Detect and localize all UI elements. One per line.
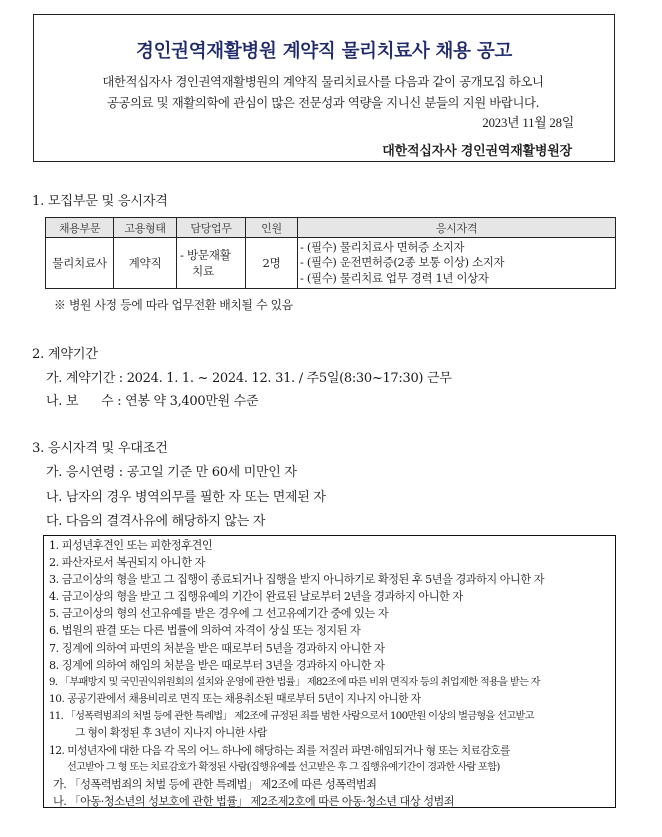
list-item: 10. 공공기관에서 채용비리로 면직 또는 채용취소된 때로부터 5년이 지나지 아니한 자 xyxy=(49,692,421,705)
list-item-continuation: 선고받아 그 형 또는 치료감호가 확정된 사람(집행유예를 선고받은 후 그 집행유예기간이 경과한 사람 포함) xyxy=(67,762,500,774)
issuer-name: 대한적십자사 경인권역재활병원장 xyxy=(382,144,572,159)
list-item-continuation: 그 형이 확정된 후 3년이 지나지 아니한 사람 xyxy=(75,727,267,740)
headcount-cell: 2명 xyxy=(246,238,298,289)
section-2-title: 2. 계약기간 xyxy=(32,347,98,362)
disqualification-intro-item: 다. 다음의 결격사유에 해당하지 않는 자 xyxy=(46,514,266,529)
employment-type-cell: 계약직 xyxy=(114,238,177,289)
list-item: 12. 미성년자에 대한 다음 각 목의 어느 하나에 해당하는 죄를 저질러 파면·해임되거나 형 또는 치료감호를 xyxy=(49,744,510,758)
disqualification-list xyxy=(43,535,616,808)
page-title: 경인권역재활병원 계약직 물리치료사 채용 공고 xyxy=(136,41,512,62)
list-item: 4. 금고이상의 형을 받고 그 집행유예의 기간이 완료된 날로부터 2년을 경과하지 아니한 자 xyxy=(49,590,463,604)
column-header: 응시자격 xyxy=(298,218,616,238)
age-requirement-item: 가. 응시연령 : 공고일 기준 만 60세 미만인 자 xyxy=(46,465,297,480)
qualification-item: - (필수) 물리치료 업무 경력 1년 이상자 xyxy=(300,270,489,285)
list-subitem: 나. 「아동·청소년의 성보호에 관한 법률」 제2조제2호에 따른 아동·청소년 대상 성범죄 xyxy=(53,795,455,809)
duty-line: - 방문재활 xyxy=(180,248,231,262)
duty-line: 치료 xyxy=(192,264,214,278)
section-3-title: 3. 응시자격 및 우대조건 xyxy=(32,441,168,456)
column-header: 고용형태 xyxy=(114,218,177,238)
reassignment-note: ※ 병원 사정 등에 따라 업무전환 배치될 수 있음 xyxy=(54,298,293,312)
column-header: 인원 xyxy=(246,218,298,238)
list-item: 5. 금고이상의 형의 선고유예를 받은 경우에 그 선고유예기간 중에 있는 자 xyxy=(49,607,389,621)
announcement-header-box xyxy=(33,14,615,162)
qualification-item: - (필수) 운전면허증(2종 보통 이상) 소지자 xyxy=(300,255,505,270)
intro-line-2: 공공의료 및 재활의학에 관심이 많은 전문성과 역량을 지니신 분들의 지원 바랍니다. xyxy=(106,95,540,110)
list-item: 9. 「부패방지 및 국민권익위원회의 설치와 운영에 관한 법률」 제82조에 따른 비위 면직자 등의 취업제한 적용을 받는 자 xyxy=(49,676,540,688)
military-requirement-item: 나. 남자의 경우 병역의무를 필한 자 또는 면제된 자 xyxy=(46,490,326,505)
list-item: 1. 피성년후견인 또는 피한정후견인 xyxy=(49,539,213,552)
section-1-title: 1. 모집부문 및 응시자격 xyxy=(32,194,168,209)
list-subitem: 가. 「성폭력범죄의 처벌 등에 관한 특례법」 제2조에 따른 성폭력범죄 xyxy=(53,778,377,792)
table-header-row xyxy=(46,218,616,238)
recruitment-table xyxy=(45,217,616,289)
table-row xyxy=(46,238,616,289)
contract-period-item: 가. 계약기간 : 2024. 1. 1. ~ 2024. 12. 31. / 주5일(8:30~17:30) 근무 xyxy=(46,371,452,386)
column-header: 채용부문 xyxy=(46,218,114,238)
intro-paragraph xyxy=(40,71,606,113)
list-item: 8. 징계에 의하여 해임의 처분을 받은 때로부터 3년을 경과하지 아니한 자 xyxy=(49,658,385,672)
list-item: 3. 금고이상의 형을 받고 그 집행이 종료되거나 집행을 받지 아니하기로 확정된 후 5년을 경과하지 아니한 자 xyxy=(49,573,545,587)
list-item: 6. 법원의 판결 또는 다른 법률에 의하여 자격이 상실 또는 정지된 자 xyxy=(49,624,361,638)
salary-item: 나. 보 수 : 연봉 약 3,400만원 수준 xyxy=(46,394,259,409)
announcement-date: 2023년 11월 28일 xyxy=(482,116,574,130)
list-item: 11. 「성폭력범죄의 처벌 등에 관한 특례법」 제2조에 규정된 죄를 범한 사람으로서 100만원 이상의 벌금형을 선고받고 xyxy=(49,710,534,722)
qualifications-cell xyxy=(298,238,616,289)
column-header: 담당업무 xyxy=(177,218,246,238)
qualification-item: - (필수) 물리치료사 면허증 소지자 xyxy=(300,239,465,254)
intro-line-1: 대한적십자사 경인권역재활병원의 계약직 물리치료사를 다음과 같이 공개모집 하오니 xyxy=(102,74,544,89)
list-item: 7. 징계에 의하여 파면의 처분을 받은 때로부터 5년을 경과하지 아니한 자 xyxy=(49,641,385,655)
list-item: 2. 파산자로서 복권되지 아니한 자 xyxy=(49,556,205,570)
department-cell: 물리치료사 xyxy=(46,238,114,289)
duty-cell xyxy=(177,238,246,289)
